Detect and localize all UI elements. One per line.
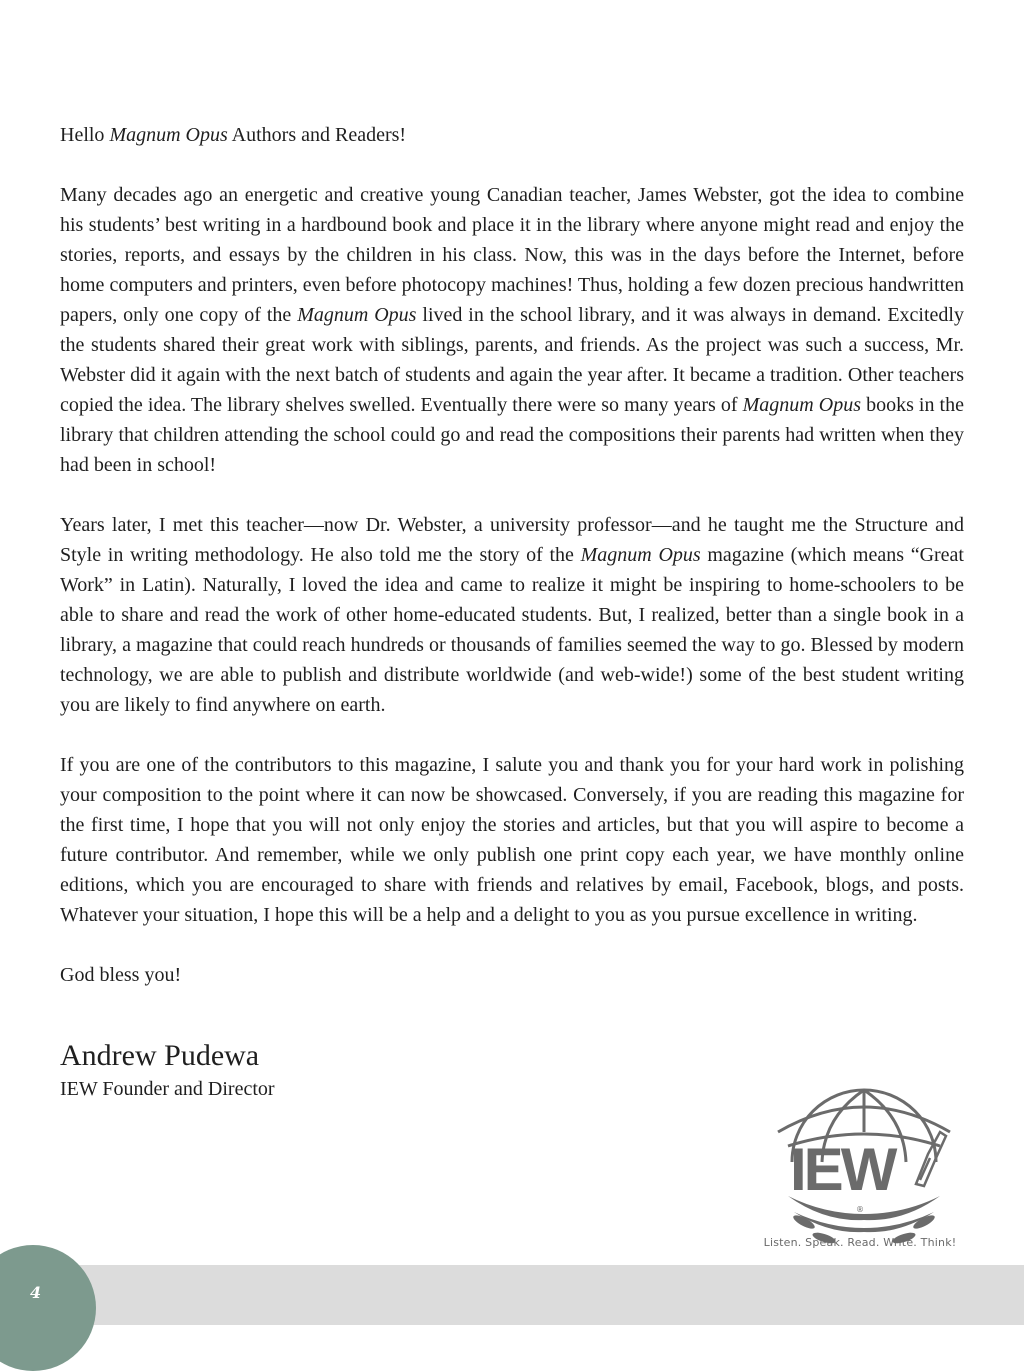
letter-body	[60, 120, 964, 1104]
iew-wordmark-text: IEW	[790, 1136, 895, 1203]
logo-tagline: Listen. Speak. Read. Write. Think!	[763, 1236, 957, 1249]
paragraph-1: Many decades ago an energetic and creative young Canadian teacher, James Webster, got the idea to combine his students’ best writing in a hardbound book and place it in the library where anyone might read and enjoy the stories, reports, and essays by the children in his class. Now, this was in the days before the Internet, before home computers and printers, even before photocopy machines! Thus, holding a few dozen precious handwritten papers, only one copy of the Magnum Opus lived in the school library, and it was always in demand. Excitedly the students shared their great work with siblings, parents, and friends. As the project was such a success, Mr. Webster did it again with the next batch of students and again the year after. It became a tradition. Other teachers copied the idea. The library shelves swelled. Eventually there were so many years of Magnum Opus books in the library that children attending the school could go and read the compositions their parents had written when they had been in school!	[60, 184, 964, 476]
greeting-text-end: Authors and Readers!	[227, 124, 407, 146]
registered-mark: ®	[856, 1205, 864, 1214]
page-number-tab	[0, 1245, 96, 1371]
paragraph-3: If you are one of the contributors to this magazine, I salute you and thank you for your hard work in polishing your composition to the point where it can now be showcased. Conversely, if you are reading this magazine for the first time, I hope that you will not only enjoy the stories and articles, but that you will aspire to become a future contributor. And remember, while we only publish one print copy each year, we have monthly online editions, which you are encouraged to share with friends and relatives by email, Facebook, blogs, and posts. Whatever your situation, I hope this will be a help and a delight to you as you pursue excellence in writing.	[60, 754, 964, 926]
page-number: 4	[30, 1283, 42, 1302]
iew-wordmark	[790, 1136, 898, 1203]
paragraph-2: Years later, I met this teacher—now Dr. Webster, a university professor—and he taught me the Structure and Style in writing methodology. He also told me the story of the Magnum Opus magazine (which means “Great Work” in Latin). Naturally, I loved the idea and came to realize it might be inspiring to home-schoolers to be able to share and read the work of other home-educated students. But, I realized, better than a single book in a library, a magazine that could reach hundreds or thousands of families seemed the way to go. Blessed by modern technology, we are able to publish and distribute worldwide (and web-wide!) some of the best student writing you are likely to find anywhere on earth.	[60, 514, 964, 716]
greeting	[60, 120, 964, 150]
greeting-text: Hello	[60, 124, 110, 146]
greeting-title-italic: Magnum Opus	[109, 124, 228, 146]
closing-line: God bless you!	[60, 964, 182, 986]
signature-title: IEW Founder and Director	[60, 1078, 275, 1100]
signature-name: Andrew Pudewa	[60, 1039, 260, 1072]
iew-logo	[764, 1062, 964, 1258]
footer-band	[0, 1265, 1024, 1325]
